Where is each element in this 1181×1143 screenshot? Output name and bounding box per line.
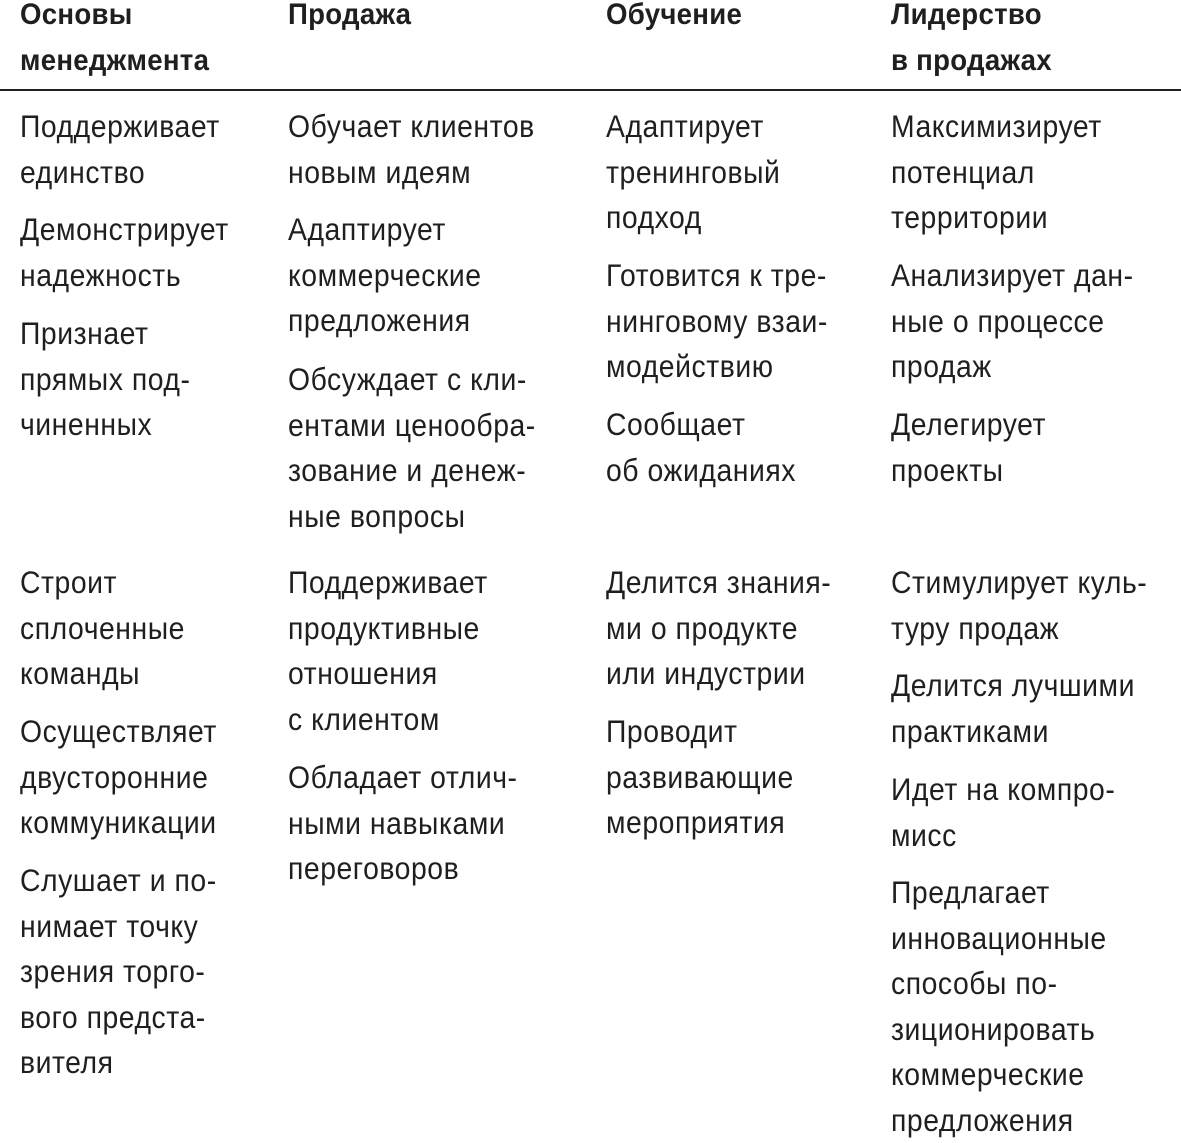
- list-item: Готовится к тре- нинговому взаи- модействию: [606, 257, 828, 384]
- list-item: Поддерживает продуктивные отношения с клиентом: [288, 564, 488, 737]
- column-header: Продажа: [288, 0, 412, 31]
- list-item: Делится лучшими практиками: [891, 667, 1135, 749]
- list-item: Поддерживает единство: [20, 108, 220, 190]
- list-item: Проводит развивающие мероприятия: [606, 713, 794, 840]
- list-item: Делится знания- ми о продукте или индустрии: [606, 564, 832, 691]
- column-header: Лидерство в продажах: [891, 0, 1052, 77]
- list-item: Строит сплоченные команды: [20, 564, 185, 691]
- list-item: Демонстрирует надежность: [20, 211, 229, 293]
- list-item: Анализирует дан- ные о процессе продаж: [891, 257, 1134, 384]
- header-divider: [0, 89, 1181, 91]
- column-header: Обучение: [606, 0, 743, 31]
- list-item: Делегирует проекты: [891, 406, 1047, 488]
- list-item: Максимизирует потенциал территории: [891, 108, 1102, 235]
- list-item: Обучает клиентов новым идеям: [288, 108, 535, 190]
- list-item: Адаптирует тренинговый подход: [606, 108, 781, 235]
- list-item: Стимулирует куль- туру продаж: [891, 564, 1148, 646]
- list-item: Обсуждает с кли- ентами ценообра- зование и денеж- ные вопросы: [288, 361, 536, 534]
- list-item: Обладает отлич- ными навыками переговоров: [288, 759, 518, 886]
- list-item: Осуществляет двусторонние коммуникации: [20, 713, 217, 840]
- column-header: Основы менеджмента: [20, 0, 210, 77]
- column-sales-leadership: [891, 0, 1176, 1138]
- list-item: Адаптирует коммерческие предложения: [288, 211, 482, 338]
- list-item: Слушает и по- нимает точку зрения торго- вого предста- вителя: [20, 862, 217, 1080]
- column-training: [606, 0, 876, 840]
- list-item: Идет на компро- мисс: [891, 771, 1116, 853]
- column-sales: [288, 0, 588, 886]
- list-item: Предлагает инновационные способы по- зиционировать коммерческие предложения: [891, 874, 1107, 1138]
- list-item: Сообщает об ожиданиях: [606, 406, 796, 488]
- list-item: Признает прямых под- чиненных: [20, 315, 191, 442]
- column-management-basics: [20, 0, 270, 1080]
